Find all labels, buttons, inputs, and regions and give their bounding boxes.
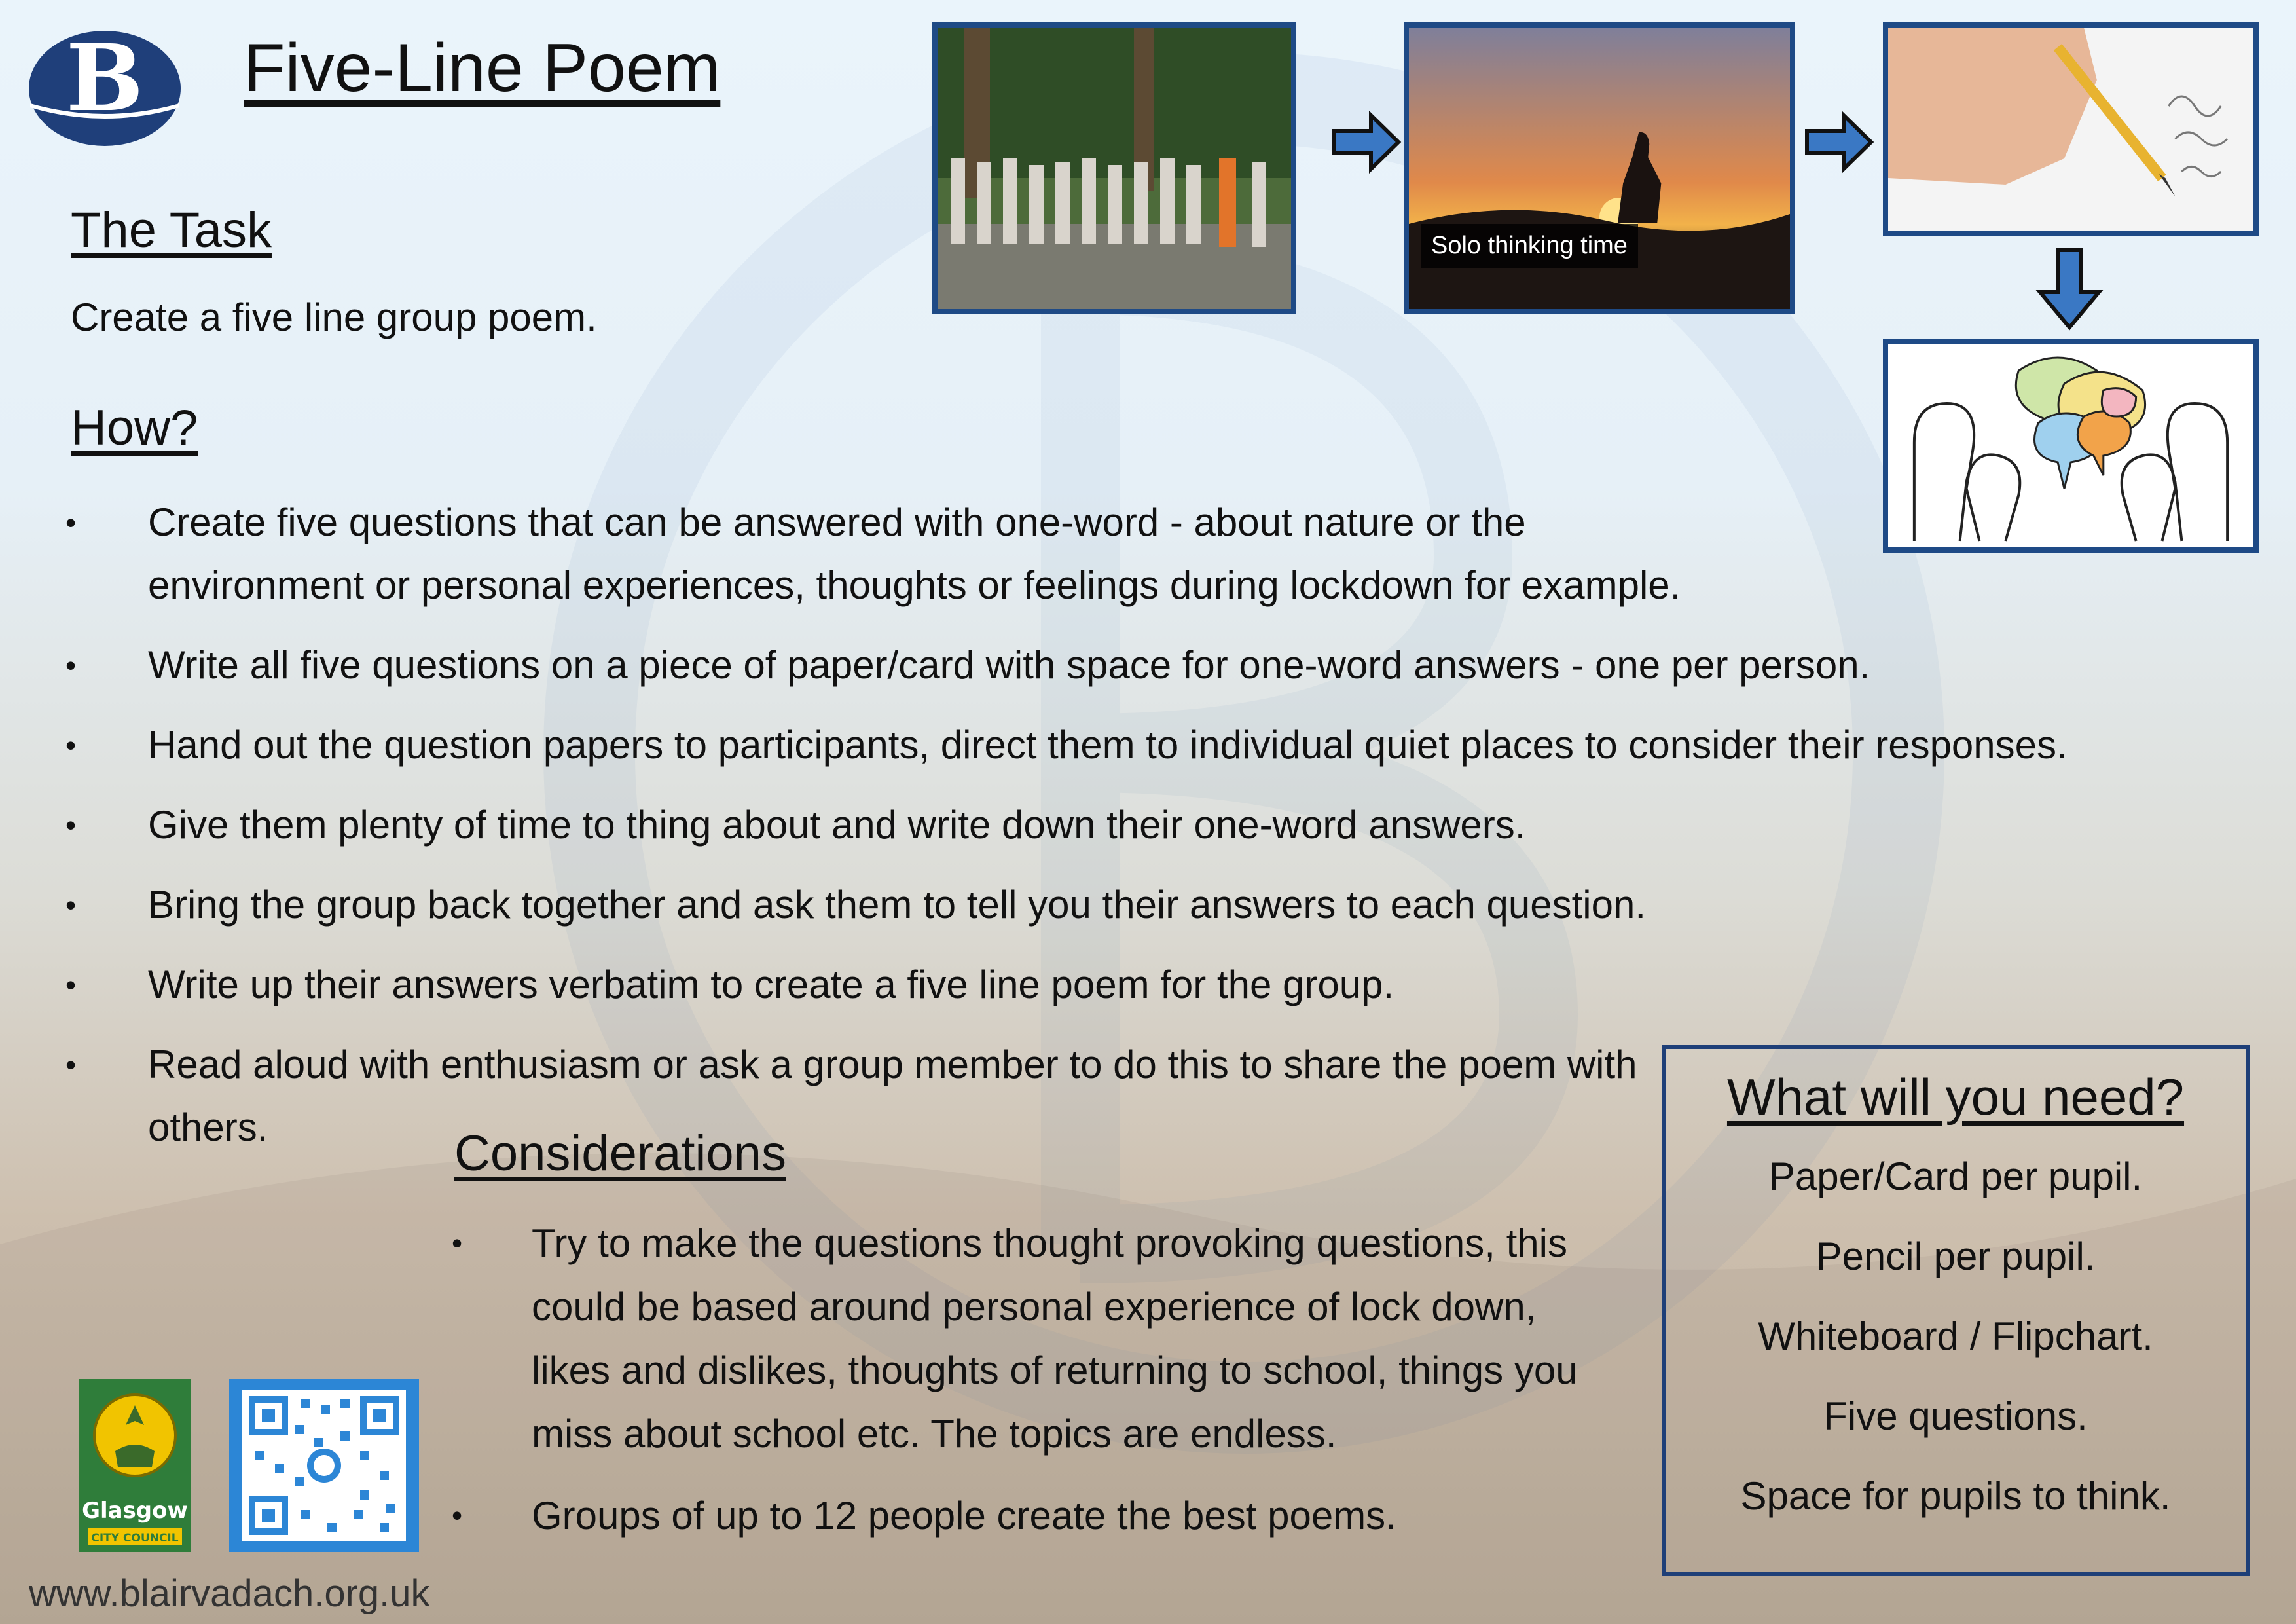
need-item: Whiteboard / Flipchart. (1758, 1314, 2153, 1358)
task-heading: The Task (71, 202, 272, 258)
step-item: • Bring the group back together and ask them to tell you their answers to each question. (65, 874, 2134, 936)
how-heading: How? (71, 400, 198, 456)
need-item: Five questions. (1823, 1394, 2088, 1438)
need-item: Space for pupils to think. (1740, 1474, 2171, 1518)
photo-caption: Solo thinking time (1421, 224, 1638, 268)
needs-list (1666, 1153, 2246, 1520)
task-text: Create a five line group poem. (71, 295, 597, 339)
step-item: • Write up their answers verbatim to create a five line poem for the group. (65, 953, 2134, 1016)
svg-text:B: B (65, 26, 144, 132)
arrow-right-icon (1330, 106, 1402, 178)
consideration-item: • Try to make the questions thought provoking questions, this could be based around personal experience of lock down, likes and dislikes, thoughts of returning to school, things you miss about school etc. The topics are endless. (452, 1211, 1624, 1466)
step-item: • Give them plenty of time to thing about and write down their one-word answers. (65, 794, 2134, 857)
considerations-list (452, 1211, 1624, 1566)
writing-photo (1883, 22, 2259, 236)
step-item: • Read aloud with enthusiasm or ask a group member to do this to share the poem with others. (65, 1033, 1706, 1159)
arrow-down-icon (2033, 246, 2105, 331)
step-item: • Write all five questions on a piece of paper/card with space for one-word answers - one per person. (65, 634, 2134, 697)
glasgow-logo-text: Glasgow (82, 1498, 188, 1524)
considerations-heading: Considerations (454, 1126, 786, 1181)
needs-heading: What will you need? (1726, 1068, 2185, 1126)
glasgow-city-council-logo (79, 1379, 191, 1552)
needs-box (1662, 1045, 2250, 1576)
arrow-right-icon (1803, 106, 1875, 178)
need-item: Pencil per pupil. (1815, 1234, 2096, 1278)
step-item: • Hand out the question papers to participants, direct them to individual quiet places to consider their responses. (65, 714, 2134, 777)
group-photo (932, 22, 1296, 314)
need-item: Paper/Card per pupil. (1768, 1154, 2143, 1198)
qr-code-icon[interactable] (229, 1379, 419, 1552)
sunset-photo (1404, 22, 1795, 314)
consideration-item: • Groups of up to 12 people create the best poems. (452, 1484, 1624, 1547)
page-title: Five-Line Poem (244, 30, 721, 106)
discussion-cartoon (1883, 339, 2259, 553)
glasgow-logo-subtext: CITY COUNCIL (91, 1532, 179, 1545)
website-link[interactable]: www.blairvadach.org.uk (29, 1572, 430, 1615)
blairvadach-logo (26, 26, 183, 151)
step-item: • Create five questions that can be answered with one-word - about nature or the environment or personal experiences, thoughts or feelings during lockdown for example. (65, 491, 1693, 617)
